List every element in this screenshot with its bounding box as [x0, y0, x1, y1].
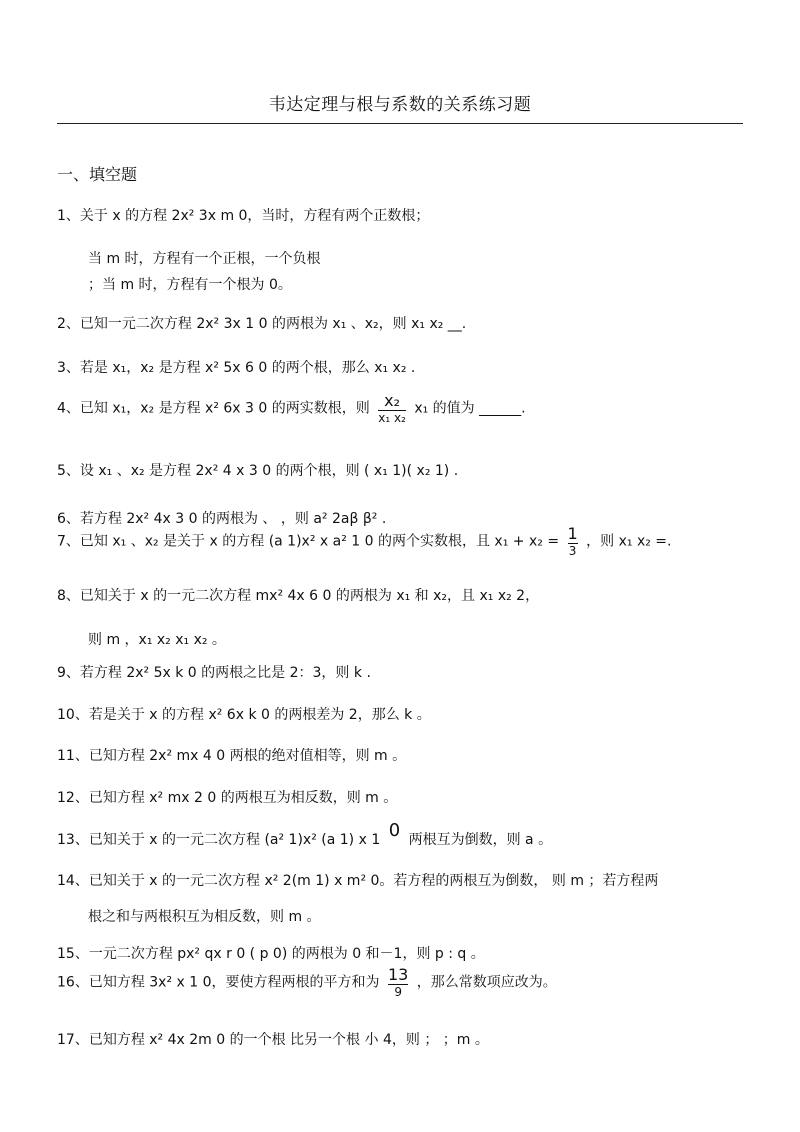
question-16-denominator: 9	[388, 984, 408, 999]
question-7-text: 7、已知 x₁ 、x₂ 是关于 x 的方程 (a 1)x² x a² 1 0 的两个实数根，且 x₁ + x₂ =	[57, 533, 560, 550]
question-14: 14、已知关于 x 的一元二次方程 x² 2(m 1) x m² 0。若方程的两根互为倒数， 则 m ；若方程两	[57, 873, 659, 889]
question-16-text: 16、已知方程 3x² x 1 0，要使方程两根的平方和为	[57, 974, 380, 991]
question-4	[57, 392, 526, 425]
question-11: 11、已知方程 2x² mx 4 0 两根的绝对值相等，则 m 。	[57, 748, 407, 764]
question-10: 10、若是关于 x 的方程 x² 6x k 0 的两根差为 2，那么 k 。	[57, 707, 431, 723]
question-1: 1、关于 x 的方程 2x² 3x m 0，当时，方程有两个正数根；	[57, 208, 430, 224]
question-14-part-2: 根之和与两根积互为相反数，则 m 。	[88, 909, 321, 925]
question-4-numerator: x₂	[384, 391, 400, 410]
question-6: 6、若方程 2x² 4x 3 0 的两根为 、 ，则 a² 2aβ β² .	[57, 511, 387, 527]
question-13-zero: 0	[388, 820, 401, 841]
question-16-fraction	[388, 966, 408, 999]
question-13-text: 13、已知关于 x 的一元二次方程 (a² 1)x² (a 1) x 1	[57, 832, 381, 848]
question-15: 15、一元二次方程 px² qx r 0 ( p 0) 的两根为 0 和－1，则 p : q 。	[57, 946, 485, 962]
question-7-numerator: 1	[567, 524, 578, 543]
section-heading: 一、填空题	[57, 165, 138, 184]
question-2: 2、已知一元二次方程 2x² 3x 1 0 的两根为 x₁ 、x₂，则 x₁ x₂ __.	[57, 316, 467, 332]
question-9: 9、若方程 2x² 5x k 0 的两根之比是 2：3，则 k .	[57, 665, 371, 681]
question-4-fraction	[378, 392, 406, 425]
page-title: 韦达定理与根与系数的关系练习题	[268, 95, 532, 115]
question-4-denominator: x₁ x₂	[378, 411, 406, 425]
question-17: 17、已知方程 x² 4x 2m 0 的一个根 比另一个根 小 4，则 ； ；m 。	[57, 1032, 489, 1048]
question-4-tail: x₁ 的值为 ______.	[414, 400, 526, 417]
question-7-fraction	[568, 525, 578, 558]
question-13	[57, 820, 553, 849]
question-7	[57, 525, 671, 558]
question-5: 5、设 x₁ 、x₂ 是方程 2x² 4 x 3 0 的两个根，则 ( x₁ 1)( x₂ 1) .	[57, 463, 459, 479]
question-16-tail: ，那么常数项应改为。	[416, 974, 557, 991]
title-rule	[57, 123, 743, 124]
question-16	[57, 966, 557, 999]
question-1-part-3: ；当 m 时，方程有一个根为 0。	[88, 277, 292, 293]
question-7-tail: ，则 x₁ x₂ =.	[586, 533, 672, 550]
question-4-text: 4、已知 x₁，x₂ 是方程 x² 6x 3 0 的两实数根，则	[57, 400, 370, 417]
question-8: 8、已知关于 x 的一元二次方程 mx² 4x 6 0 的两根为 x₁ 和 x₂，且 x₁ x₂ 2，	[57, 588, 540, 604]
question-1-part-2: 当 m 时，方程有一个正根，一个负根	[88, 251, 321, 267]
question-13-tail: 两根互为倒数，则 a 。	[408, 832, 553, 848]
question-3: 3、若是 x₁，x₂ 是方程 x² 5x 6 0 的两个根，那么 x₁ x₂ .	[57, 360, 416, 376]
question-7-denominator: 3	[568, 544, 577, 558]
question-12: 12、已知方程 x² mx 2 0 的两根互为相反数，则 m 。	[57, 790, 398, 806]
question-16-numerator: 13	[387, 965, 409, 984]
question-8-part-2: 则 m ，x₁ x₂ x₁ x₂ 。	[88, 632, 226, 648]
